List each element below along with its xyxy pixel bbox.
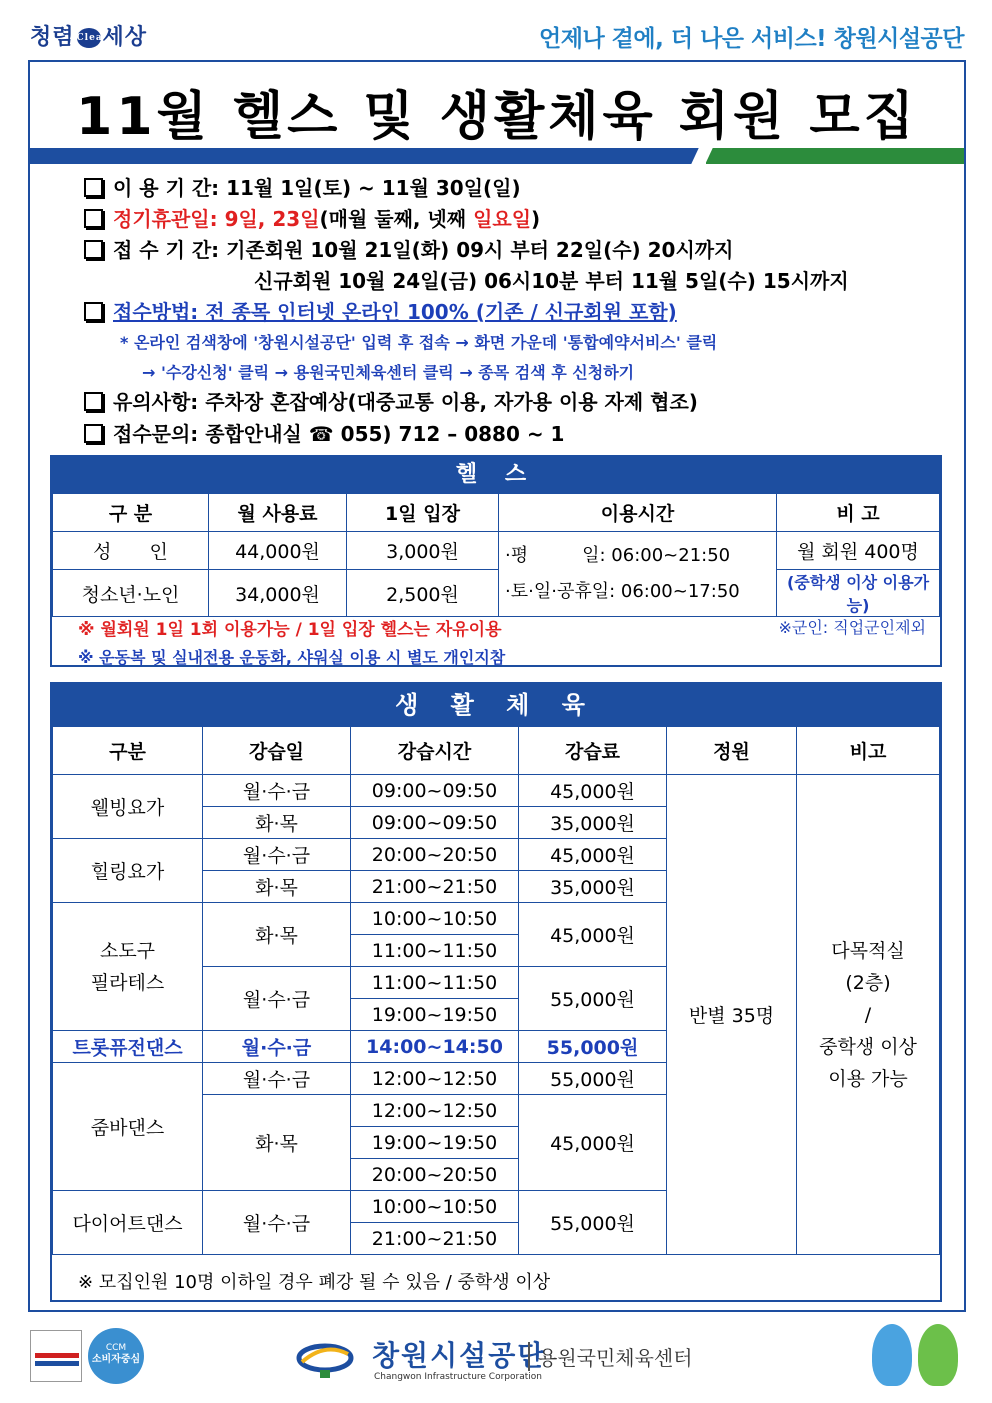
col-header: 비 고 [777, 494, 940, 532]
checkbox-icon [84, 302, 103, 321]
class-time: 11:00~11:50 [351, 935, 519, 967]
gym-hours-weekday: ·평 일: 06:00~21:50 [505, 545, 731, 566]
info-method-step1: * 온라인 검색창에 '창원시설공단' 입력 후 접속 → 화면 가운데 '통합예약서비스' 클릭 [120, 333, 718, 352]
footer [0, 1320, 992, 1400]
sport-heading: 생 활 체 육 [52, 684, 940, 726]
class-time: 12:00~12:50 [351, 1095, 519, 1127]
center-name: 용원국민체육센터 [528, 1342, 693, 1371]
class-time: 21:00~21:50 [351, 871, 519, 903]
mascot-green-icon [918, 1324, 958, 1386]
class-capacity: 반별 35명 [667, 775, 797, 1255]
col-header: 월 사용료 [209, 494, 347, 532]
class-time: 12:00~12:50 [351, 1063, 519, 1095]
class-name: 줌바댄스 [53, 1063, 203, 1191]
col-header: 1일 입장 [347, 494, 499, 532]
class-time: 20:00~20:50 [351, 1159, 519, 1191]
corp-name: 창원시설공단 [372, 1339, 547, 1372]
class-days: 월·수·금 [203, 839, 351, 871]
table-row [53, 775, 940, 807]
checkbox-icon [84, 424, 103, 443]
gym-note-1: ※ 월회원 1일 1회 이용가능 / 1일 입장 헬스는 자유이용 [78, 620, 502, 640]
info-apply-period: 접 수 기 간: 기존회원 10월 21일(화) 09시 부터 22일(수) 20시까지 [84, 234, 733, 263]
sport-section [50, 682, 942, 1302]
col-header: 이용시간 [499, 494, 777, 532]
slogan: 언제나 곁에, 더 나은 서비스! 창원시설공단 [539, 26, 964, 52]
class-days: 화·목 [203, 903, 351, 967]
table-header-row [53, 727, 940, 775]
class-name: 웰빙요가 [53, 775, 203, 839]
gym-monthly-fee: 34,000원 [209, 570, 347, 617]
class-time: 10:00~10:50 [351, 903, 519, 935]
class-days: 월·수·금 [203, 967, 351, 1031]
checkbox-icon [84, 178, 103, 197]
col-header: 구분 [53, 727, 203, 775]
class-days: 화·목 [203, 807, 351, 839]
class-fee: 55,000원 [519, 1191, 667, 1255]
gym-monthly-fee: 44,000원 [209, 532, 347, 570]
class-fee: 45,000원 [519, 903, 667, 967]
checkbox-icon [84, 392, 103, 411]
class-fee: 45,000원 [519, 839, 667, 871]
class-time: 09:00~09:50 [351, 775, 519, 807]
page-title: 11월 헬스 및 생활체육 회원 모집 [76, 87, 918, 147]
info-method-step2: → '수강신청' 클릭 → 용원국민체육센터 클릭 → 종목 검색 후 신청하기 [142, 363, 635, 382]
class-fee: 45,000원 [519, 775, 667, 807]
gym-hours-weekend: ·토·일·공휴일: 06:00~17:50 [505, 581, 740, 602]
sport-table [52, 726, 940, 1255]
gym-remark-age: (중학생 이상 이용가능) [777, 570, 940, 617]
class-days: 월·수·금 [203, 1063, 351, 1095]
corp-eng-name: Changwon Infrastructure Corporation [374, 1372, 542, 1382]
logo-text-right: 세상 [102, 24, 148, 50]
class-days: 화·목 [203, 1095, 351, 1191]
class-name: 다이어트댄스 [53, 1191, 203, 1255]
class-fee: 55,000원 [519, 1063, 667, 1095]
table-header-row [53, 494, 940, 532]
class-name: 힐링요가 [53, 839, 203, 903]
gym-note-2: ※ 운동복 및 실내전용 운동화, 샤워실 이용 시 별도 개인지참 [78, 648, 506, 667]
gym-section [50, 455, 942, 667]
table-row [53, 532, 940, 570]
sport-footnote: ※ 모집인원 10명 이하일 경우 폐강 될 수 있음 / 중학생 이상 [78, 1272, 551, 1293]
class-days: 월·수·금 [203, 1031, 351, 1063]
class-fee: 55,000원 [519, 967, 667, 1031]
info-method: 접수방법: 전 종목 인터넷 온라인 100% (기존 / 신규회원 포함) [84, 296, 677, 325]
mascot-blue-icon [872, 1324, 912, 1386]
col-header: 정원 [667, 727, 797, 775]
info-closed-days: 정기휴관일: 9일, 23일(매월 둘째, 넷째 일요일) [84, 203, 540, 232]
corp-logo-icon [296, 1340, 354, 1380]
info-apply-new: 신규회원 10월 24일(금) 06시10분 부터 11월 5일(수) 15시까지 [254, 269, 849, 293]
class-time: 21:00~21:50 [351, 1223, 519, 1255]
class-fee: 35,000원 [519, 871, 667, 903]
class-name: 소도구 필라테스 [53, 903, 203, 1031]
gym-daily-fee: 3,000원 [347, 532, 499, 570]
checkbox-icon [84, 209, 103, 228]
col-header: 강습료 [519, 727, 667, 775]
class-days: 월·수·금 [203, 1191, 351, 1255]
gym-daily-fee: 2,500원 [347, 570, 499, 617]
certification-badge-icon [30, 1330, 82, 1382]
col-header: 구 분 [53, 494, 209, 532]
title-divider-bar [30, 148, 964, 164]
info-contact: 접수문의: 종합안내실 ☎ 055) 712 – 0880 ~ 1 [84, 418, 564, 447]
gym-hours [499, 532, 777, 617]
class-time: 19:00~19:50 [351, 1127, 519, 1159]
info-notice: 유의사항: 주차장 혼잡예상(대중교통 이용, 자가용 이용 자제 협조) [84, 386, 698, 415]
col-header: 강습시간 [351, 727, 519, 775]
gym-remark-capacity: 월 회원 400명 [777, 532, 940, 570]
class-fee: 55,000원 [519, 1031, 667, 1063]
class-time: 20:00~20:50 [351, 839, 519, 871]
gym-category: 성 인 [53, 532, 209, 570]
class-time: 11:00~11:50 [351, 967, 519, 999]
clean-world-logo [30, 20, 147, 51]
class-time: 10:00~10:50 [351, 1191, 519, 1223]
gym-category: 청소년·노인 [53, 570, 209, 617]
info-period: 이 용 기 간: 11월 1일(토) ~ 11월 30일(일) [84, 172, 521, 201]
col-header: 강습일 [203, 727, 351, 775]
logo-dot: Clean [77, 28, 101, 48]
class-days: 월·수·금 [203, 775, 351, 807]
gym-heading: 헬 스 [52, 457, 940, 493]
logo-text-left: 청렴 [30, 24, 75, 50]
class-days: 화·목 [203, 871, 351, 903]
class-fee: 35,000원 [519, 807, 667, 839]
ccm-badge-icon: CCM 소비자중심 [88, 1328, 144, 1384]
class-time: 09:00~09:50 [351, 807, 519, 839]
class-fee: 45,000원 [519, 1095, 667, 1191]
class-name: 트롯퓨전댄스 [53, 1031, 203, 1063]
checkbox-icon [84, 240, 103, 259]
class-remark: 다목적실 (2층) / 중학생 이상 이용 가능 [797, 775, 940, 1255]
col-header: 비고 [797, 727, 940, 775]
class-time: 19:00~19:50 [351, 999, 519, 1031]
class-time: 14:00~14:50 [351, 1031, 519, 1063]
gym-note-military: ※군인: 직업군인제외 [778, 618, 926, 637]
gym-table [52, 493, 940, 617]
table-row [53, 570, 940, 617]
